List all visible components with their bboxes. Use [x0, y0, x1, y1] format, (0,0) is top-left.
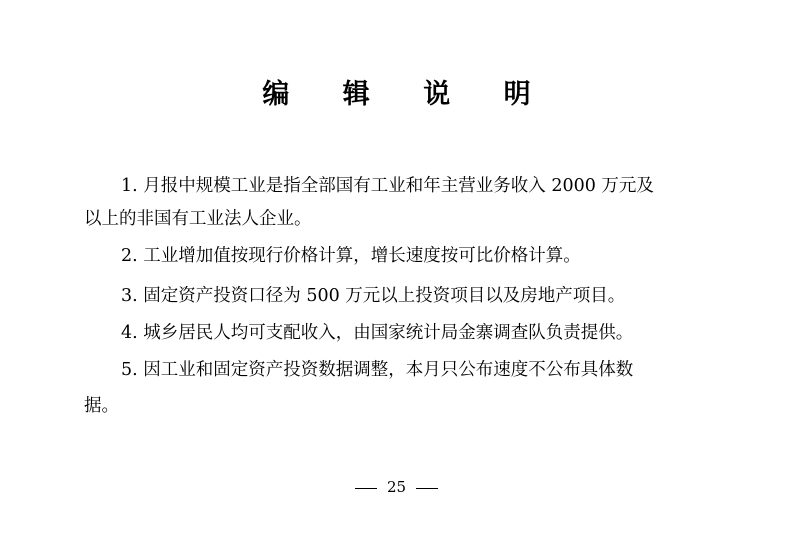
- note-2: 2. 工业增加值按现行价格计算，增长速度按可比价格计算。: [121, 246, 581, 266]
- note-3: 3. 固定资产投资口径为 500 万元以上投资项目以及房地产项目。: [121, 286, 626, 306]
- page-footer: [0, 478, 793, 496]
- page-number: 25: [386, 478, 407, 496]
- page-title: 编 辑 说 明: [262, 79, 553, 110]
- footer-dash-left: [355, 488, 377, 489]
- note-5-line-1: 5. 因工业和固定资产投资数据调整，本月只公布速度不公布具体数: [121, 360, 634, 380]
- note-1-line-1: 1. 月报中规模工业是指全部国有工业和年主营业务收入 2000 万元及: [121, 176, 654, 196]
- note-4: 4. 城乡居民人均可支配收入，由国家统计局金寨调查队负责提供。: [121, 323, 634, 343]
- footer-dash-right: [416, 488, 438, 489]
- note-1-line-2: 以上的非国有工业法人企业。: [84, 209, 312, 229]
- note-5-line-2: 据。: [84, 396, 119, 416]
